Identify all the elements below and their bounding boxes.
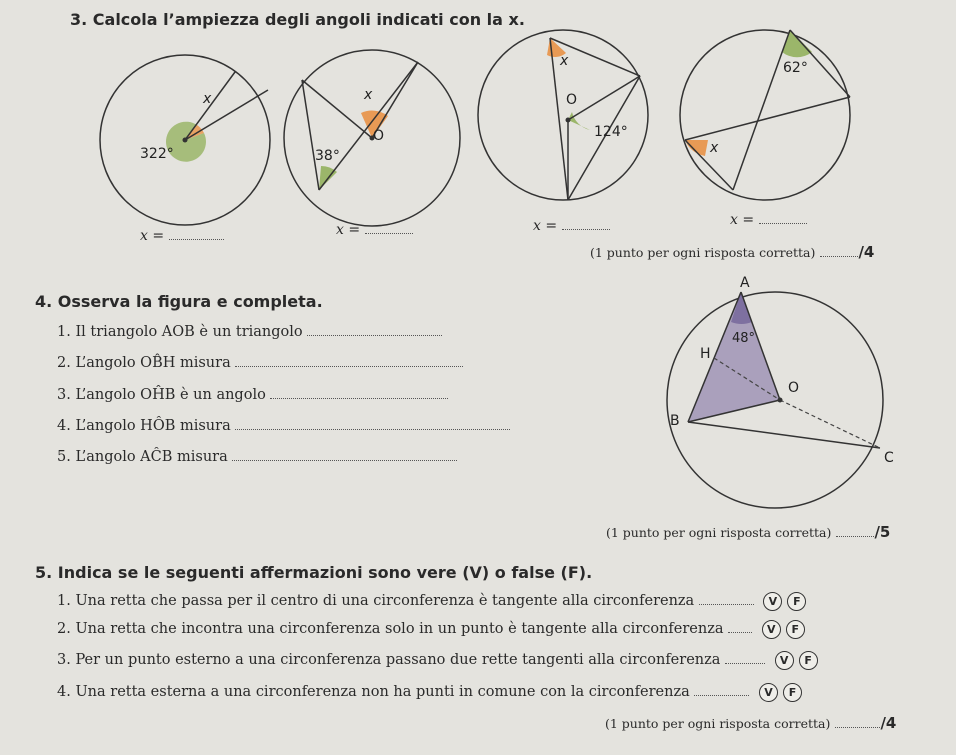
ex5-item-1: 1. Una retta che passa per il centro di una circonferenza è tangente alla circonferenza V F	[57, 592, 895, 611]
fig2-angle-label: 38°	[315, 148, 340, 164]
ex3-score	[590, 242, 874, 261]
v-toggle-3[interactable]: V	[775, 651, 794, 670]
ex4-item-4[interactable]: 4. L’angolo HÔB misura	[57, 418, 510, 434]
answer-4-label: x =	[730, 212, 755, 228]
ex5-score-blank	[835, 727, 880, 728]
angle-48: 48°	[732, 331, 756, 346]
ex4-score-note: (1 punto per ogni risposta corretta)	[606, 525, 832, 540]
ex4-item-2[interactable]: 2. L’angolo OB̂H misura	[57, 355, 463, 371]
ex3-score-blank	[820, 256, 858, 257]
f-toggle-3[interactable]: F	[799, 651, 818, 670]
fig3-angle-label: 124°	[594, 124, 628, 140]
ex5-item-2: 2. Una retta che incontra una circonferenza solo in un punto è tangente alla circonferenza V F	[57, 620, 895, 639]
ex5-item-3: 3. Per un punto esterno a una circonferenza passano due rette tangenti alla circonferenza V F	[57, 651, 895, 670]
answer-3-label: x =	[533, 218, 558, 234]
answer-1-blank	[169, 239, 224, 240]
ex5-score	[605, 713, 896, 732]
ex3-score-total: /4	[858, 243, 875, 261]
fig3-center-label: O	[566, 92, 578, 108]
ex4-figure	[660, 270, 900, 530]
ex3-figure-4	[680, 30, 850, 200]
ex3-figure-2	[284, 50, 460, 226]
ex3-figure-1	[100, 55, 270, 225]
ex3-figure-3	[478, 30, 648, 200]
ex4-score	[606, 522, 890, 541]
ex4-item-3[interactable]: 3. L’angolo OĤB è un angolo	[57, 387, 448, 403]
fig1-angle-label: 322°	[140, 146, 174, 162]
ex3-title: 3. Calcola l’ampiezza degli angoli indicati con la x.	[70, 10, 525, 29]
f-toggle-2[interactable]: F	[786, 620, 805, 639]
answer-3-blank	[562, 229, 610, 230]
ex3-figures	[0, 0, 956, 260]
fig3-x-label: x	[560, 53, 569, 69]
ex5-score-total: /4	[880, 714, 897, 732]
answer-3[interactable]	[533, 218, 610, 234]
point-O: O	[788, 380, 800, 396]
answer-1-label: x =	[140, 228, 165, 244]
ex4-score-blank	[836, 536, 874, 537]
answer-2-blank	[365, 233, 413, 234]
f-toggle-4[interactable]: F	[783, 683, 802, 702]
fig2-center-label: O	[373, 128, 385, 144]
ex4-item-1[interactable]: 1. Il triangolo AOB è un triangolo	[57, 324, 442, 340]
point-H: H	[700, 346, 711, 362]
answer-4-blank	[759, 223, 807, 224]
point-A: A	[740, 275, 750, 291]
f-toggle-1[interactable]: F	[787, 592, 806, 611]
answer-4[interactable]	[730, 212, 807, 228]
point-B: B	[670, 413, 680, 429]
fig4-angle-label: 62°	[783, 60, 808, 76]
ex4-item-5[interactable]: 5. L’angolo AĈB misura	[57, 449, 457, 465]
ex5-title: 5. Indica se le seguenti affermazioni sono vere (V) o false (F).	[35, 563, 593, 582]
v-toggle-2[interactable]: V	[762, 620, 781, 639]
ex4-score-total: /5	[874, 523, 891, 541]
ex5-item-4: 4. Una retta esterna a una circonferenza non ha punti in comune con la circonferenza V F	[57, 683, 895, 702]
v-toggle-1[interactable]: V	[763, 592, 782, 611]
ex3-score-note: (1 punto per ogni risposta corretta)	[590, 245, 816, 260]
answer-1[interactable]	[140, 228, 224, 244]
answer-2-label: x =	[336, 222, 361, 238]
fig1-x-label: x	[203, 91, 212, 107]
fig2-x-label: x	[364, 87, 373, 103]
answer-2[interactable]	[336, 222, 413, 238]
fig4-x-label: x	[710, 140, 719, 156]
ex4-title: 4. Osserva la figura e completa.	[35, 292, 323, 311]
point-C: C	[884, 450, 894, 466]
ex5-score-note: (1 punto per ogni risposta corretta)	[605, 716, 831, 731]
v-toggle-4[interactable]: V	[759, 683, 778, 702]
